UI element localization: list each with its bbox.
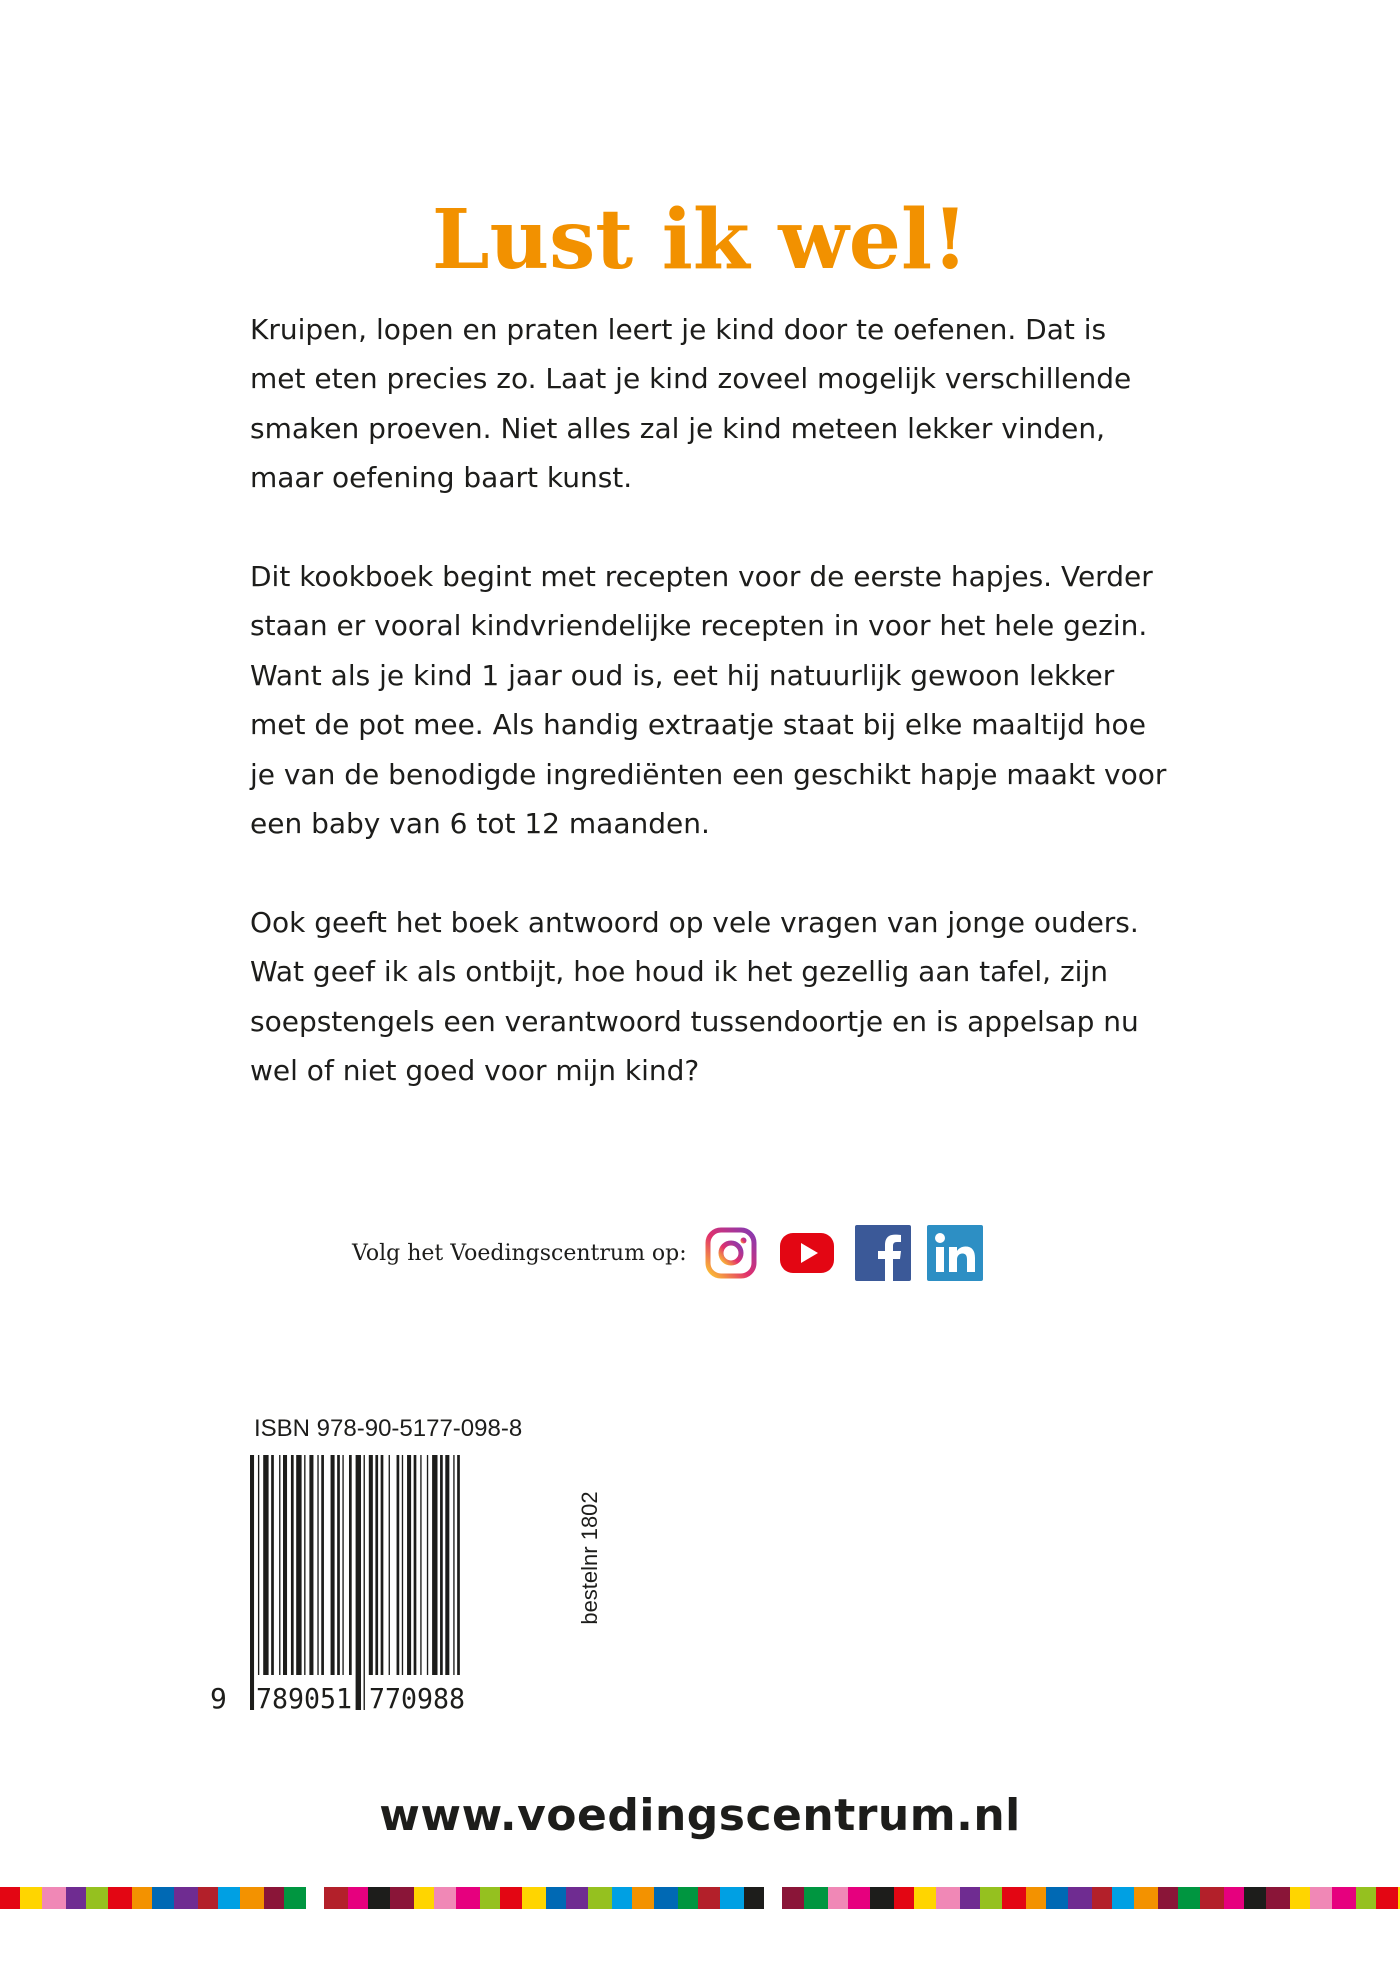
barcode-bar (291, 1455, 294, 1695)
strip-block (566, 1887, 588, 1909)
strip-block (1332, 1887, 1356, 1909)
barcode-bar (420, 1455, 421, 1695)
strip-block (240, 1887, 264, 1909)
strip-block (612, 1887, 632, 1909)
barcode-bar (427, 1455, 428, 1695)
barcode-bar (375, 1455, 378, 1695)
barcode-bar (304, 1455, 305, 1695)
strip-block (284, 1887, 306, 1909)
strip-block (264, 1887, 284, 1909)
strip-block (86, 1887, 108, 1909)
youtube-icon[interactable] (775, 1225, 839, 1281)
strip-block (654, 1887, 678, 1909)
barcode-bars (250, 1455, 460, 1710)
barcode-bar (440, 1455, 443, 1695)
strip-block (1026, 1887, 1046, 1909)
strip-block (1134, 1887, 1158, 1909)
barcode-bar (453, 1455, 454, 1710)
barcode-bar (414, 1455, 417, 1695)
strip-block (1178, 1887, 1200, 1909)
strip-block (960, 1887, 980, 1909)
paragraph-questions: Ook geeft het boek antwoord op vele vragen van jonge ouders. Wat geef ik als ontbijt, hoe houd ik het gezellig aan tafel, zijn soepstengels een verantwoord tussendoortje en is appelsap nu wel of niet goed voor mijn kind? (250, 905, 1139, 1088)
order-number (575, 1478, 605, 1638)
strip-block (414, 1887, 434, 1909)
strip-block (782, 1887, 804, 1909)
strip-block (480, 1887, 500, 1909)
strip-block (456, 1887, 480, 1909)
barcode-bar (342, 1455, 343, 1695)
strip-block (1200, 1887, 1224, 1909)
strip-block (1224, 1887, 1244, 1909)
strip-block (1046, 1887, 1068, 1909)
strip-block (744, 1887, 764, 1909)
barcode-bar (250, 1455, 254, 1710)
barcode-left-digits: 789051 (256, 1682, 352, 1715)
strip-block (348, 1887, 368, 1909)
strip-block (0, 1887, 20, 1909)
strip-block (1310, 1887, 1332, 1909)
social-follow (352, 1224, 999, 1282)
strip-block (828, 1887, 848, 1909)
barcode-bar (317, 1455, 318, 1695)
strip-block (500, 1887, 522, 1909)
strip-block (198, 1887, 218, 1909)
strip-block (1002, 1887, 1026, 1909)
strip-block (894, 1887, 914, 1909)
website-url[interactable]: www.voedingscentrum.nl (379, 1790, 1021, 1841)
strip-block (390, 1887, 414, 1909)
strip-block (108, 1887, 132, 1909)
strip-block (678, 1887, 698, 1909)
strip-block (1112, 1887, 1134, 1909)
order-number-text: bestelnr 1802 (577, 1491, 602, 1625)
barcode (210, 1455, 570, 1725)
barcode-bar (389, 1455, 390, 1695)
strip-block (20, 1887, 42, 1909)
strip-block (152, 1887, 174, 1909)
barcode-bar (321, 1455, 324, 1695)
isbn: ISBN 978-90-5177-098-8 (254, 1415, 523, 1442)
barcode-right-digits: 770988 (369, 1682, 465, 1715)
strip-block (218, 1887, 240, 1909)
strip-block (980, 1887, 1002, 1909)
strip-block (870, 1887, 894, 1909)
barcode-bar (271, 1455, 274, 1695)
strip-block (1356, 1887, 1376, 1909)
strip-block (42, 1887, 66, 1909)
strip-block (804, 1887, 828, 1909)
strip-block (522, 1887, 546, 1909)
strip-block (132, 1887, 152, 1909)
strip-block (66, 1887, 86, 1909)
barcode-bar (309, 1455, 313, 1695)
strip-block (698, 1887, 720, 1909)
barcode-bar (445, 1455, 449, 1695)
barcode-bar (369, 1455, 373, 1695)
barcode-bar (397, 1455, 400, 1695)
strip-block (1158, 1887, 1178, 1909)
social-label: Volg het Voedingscentrum op: (352, 1240, 687, 1266)
strip-block (936, 1887, 960, 1909)
barcode-bar (263, 1455, 268, 1695)
strip-block (1068, 1887, 1092, 1909)
barcode-bar (432, 1455, 437, 1695)
barcode-bar (296, 1455, 301, 1695)
strip-block (1290, 1887, 1310, 1909)
barcode-bar (407, 1455, 411, 1695)
book-title: Lust ik wel! (431, 192, 969, 288)
barcode-bar (349, 1455, 352, 1695)
strip-block (588, 1887, 612, 1909)
strip-block (1376, 1887, 1398, 1909)
barcode-first-digit: 9 (210, 1682, 227, 1715)
barcode-bar (457, 1455, 460, 1710)
strip-block (434, 1887, 456, 1909)
barcode-bar (258, 1455, 259, 1710)
barcode-bar (402, 1455, 403, 1695)
strip-block (1244, 1887, 1266, 1909)
instagram-icon[interactable] (703, 1225, 759, 1281)
strip-block (546, 1887, 566, 1909)
color-strip (0, 1887, 1400, 1909)
barcode-bar (364, 1455, 365, 1710)
barcode-bar (279, 1455, 280, 1695)
linkedin-icon[interactable] (927, 1225, 983, 1281)
strip-block (1266, 1887, 1290, 1909)
paragraph-intro: Kruipen, lopen en praten leert je kind door te oefenen. Dat is met eten precies zo. Laat je kind zoveel mogelijk verschillende smaken proeven. Niet alles zal je kind meteen lekker vinden, maar oefening baart kunst. (250, 313, 1132, 495)
strip-block (720, 1887, 744, 1909)
strip-block (848, 1887, 870, 1909)
barcode-bar (331, 1455, 335, 1695)
barcode-bar (356, 1455, 361, 1710)
description (250, 305, 1170, 1145)
strip-block (632, 1887, 654, 1909)
barcode-bar (337, 1455, 340, 1695)
strip-block (174, 1887, 198, 1909)
paragraph-contents: Dit kookboek begint met recepten voor de eerste hapjes. Verder staan er vooral kindvriendelijke recepten in voor het hele gezin. Want als je kind 1 jaar oud is, eet hij natuurlijk gewoon lekker met de pot mee. Als handig extraatje staat bij elke maaltijd hoe je van de benodigde ingrediënten een geschikt hapje maakt voor een baby van 6 tot 12 maanden. (250, 560, 1167, 841)
barcode-bar (381, 1455, 384, 1695)
strip-block (1092, 1887, 1112, 1909)
strip-block (914, 1887, 936, 1909)
strip-block (324, 1887, 348, 1909)
strip-block (368, 1887, 390, 1909)
facebook-icon[interactable] (855, 1225, 911, 1281)
barcode-bar (283, 1455, 287, 1695)
